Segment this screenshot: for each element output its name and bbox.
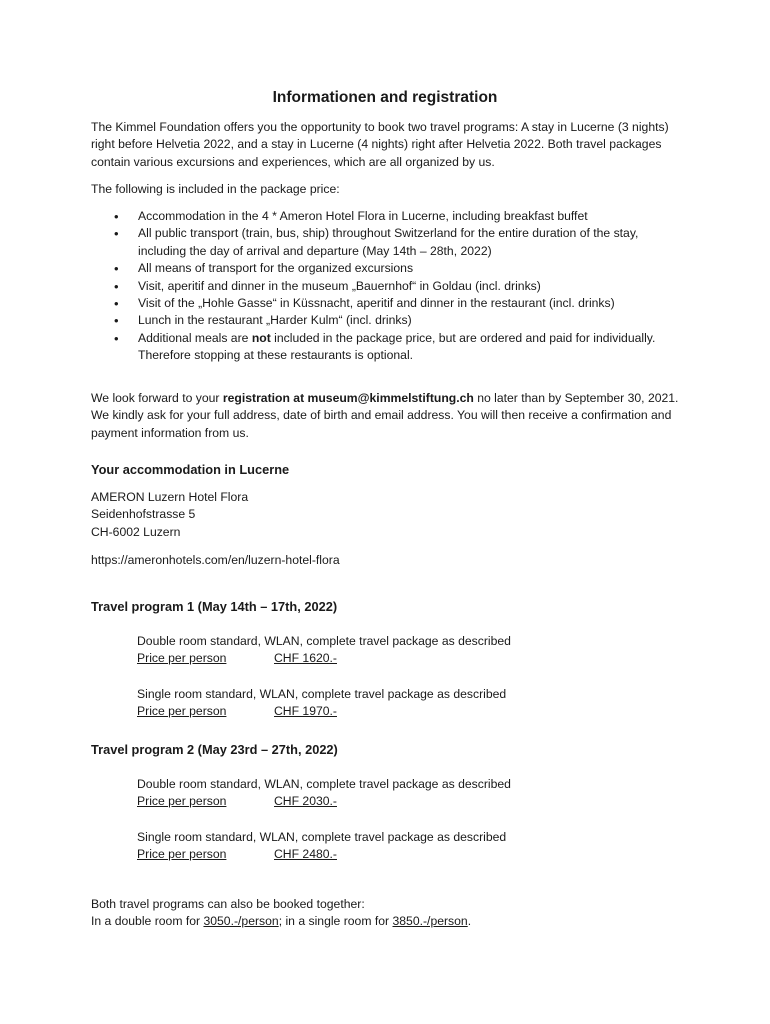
program1-single-desc: Single room standard, WLAN, complete travel package as described: [137, 687, 507, 701]
program2-heading: Travel program 2 (May 23rd – 27th, 2022): [91, 742, 338, 757]
program2-single-desc: Single room standard, WLAN, complete travel package as described: [137, 830, 507, 844]
accommodation-heading: Your accommodation in Lucerne: [91, 462, 290, 477]
registration-email: registration at museum@kimmelstiftung.ch: [222, 391, 474, 405]
program1-single: [137, 686, 637, 721]
combined-line1: Both travel programs can also be booked together:: [91, 897, 365, 911]
combined-prefix: In a double room for: [91, 914, 204, 929]
program1-double: [137, 633, 637, 668]
program1-double-desc: Double room standard, WLAN, complete travel package as described: [137, 634, 511, 648]
meals-note-after: included in the package price, but are ordered and paid for individually. Therefore stopping at these restaurants is optional.: [138, 330, 656, 363]
price-label: Price per person: [137, 794, 227, 809]
price-label: Price per person: [137, 651, 227, 666]
included-list: [91, 208, 681, 365]
hotel-name: AMERON Luzern Hotel Flora: [91, 490, 249, 504]
program1-double-price-row: [137, 650, 637, 667]
price-label: Price per person: [137, 704, 227, 719]
list-item: • Lunch in the restaurant „Harder Kulm“ (incl. drinks): [91, 312, 681, 329]
list-item: • Visit, aperitif and dinner in the museum „Bauernhof“ in Goldau (incl. drinks): [91, 278, 681, 295]
page-title: Informationen and registration: [272, 89, 498, 106]
program2-double-price-row: [137, 793, 637, 810]
combined-suffix: .: [467, 914, 472, 929]
program1-heading: Travel program 1 (May 14th – 17th, 2022): [91, 599, 338, 614]
price-value: CHF 2030.-: [274, 794, 337, 809]
price-value: CHF 2480.-: [274, 847, 337, 862]
registration-after: no later than by September 30, 2021. We kindly ask for your full address, date of birth and email address. You will then receive a confirmation and payment information from us.: [91, 391, 679, 440]
registration-before: We look forward to your: [91, 391, 223, 405]
program1-single-price-row: [137, 703, 637, 720]
price-value: CHF 1620.-: [274, 651, 337, 666]
combined-middle: ; in a single room for: [278, 914, 393, 929]
program2-single-price-row: [137, 846, 637, 863]
list-item: • All public transport (train, bus, ship) throughout Switzerland for the entire duration of the stay, including the day of arrival and departure (May 14th – 28th, 2022): [91, 225, 681, 260]
registration-paragraph: [91, 390, 681, 442]
combined-single-price: 3850.-/person: [392, 914, 468, 929]
hotel-address: [91, 489, 681, 541]
price-value: CHF 1970.-: [274, 704, 337, 719]
combined-booking: [91, 896, 681, 931]
meals-note-before: Additional meals are: [138, 330, 252, 345]
list-item-meals: [91, 330, 681, 365]
list-item: • Visit of the „Hohle Gasse“ in Küssnacht, aperitif and dinner in the restaurant (incl. drinks): [91, 295, 681, 312]
list-item: • All means of transport for the organized excursions: [91, 260, 681, 277]
combined-double-price: 3050.-/person: [203, 914, 279, 929]
program2-single: [137, 829, 637, 864]
hotel-city: CH-6002 Luzern: [91, 524, 181, 539]
list-item: • Accommodation in the 4 * Ameron Hotel Flora in Lucerne, including breakfast buffet: [91, 208, 681, 225]
included-intro: The following is included in the package price:: [91, 182, 340, 196]
meals-note-bold: not: [251, 330, 271, 345]
hotel-street: Seidenhofstrasse 5: [91, 507, 196, 522]
program2-double: [137, 776, 637, 811]
price-label: Price per person: [137, 847, 227, 862]
hotel-url[interactable]: https://ameronhotels.com/en/luzern-hotel-flora: [91, 553, 340, 567]
program2-double-desc: Double room standard, WLAN, complete travel package as described: [137, 777, 511, 791]
combined-line2: [91, 913, 681, 930]
intro-paragraph: The Kimmel Foundation offers you the opportunity to book two travel programs: A stay in Lucerne (3 nights) right before Helvetia 2022, and a stay in Lucerne (4 nights) right after Helvetia 2022. Both travel packages contain various excursions and experiences, which are all organized by us.: [91, 120, 669, 169]
